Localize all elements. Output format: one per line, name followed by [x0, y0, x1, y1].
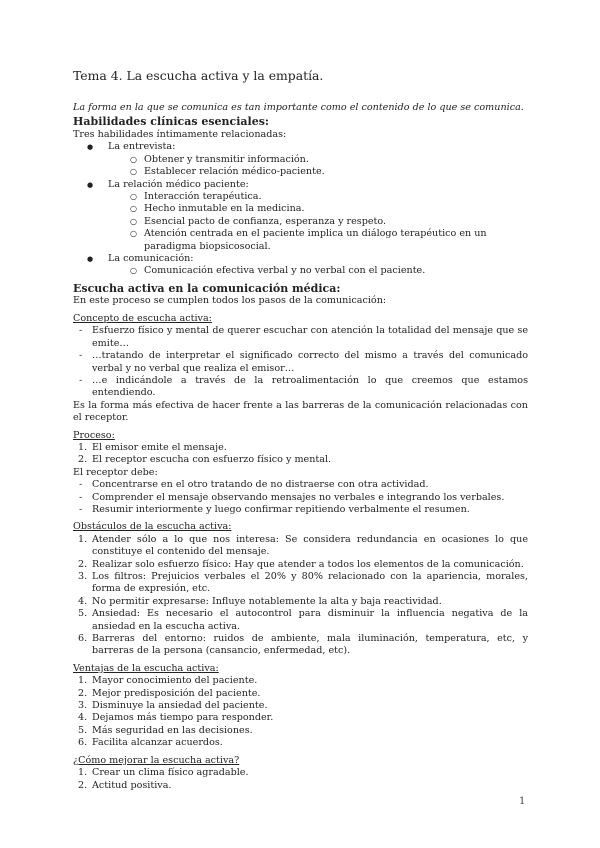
list-number: 3.: [78, 700, 88, 712]
list-item-text: Atender sólo a lo que nos interesa: Se considera redundancia en ocasiones lo que constituye el contenido del mensaje.: [92, 533, 528, 558]
sub-list-item: ○ Esencial pacto de confianza, esperanza y respeto.: [73, 216, 528, 228]
list-item-text: Crear un clima físico agradable.: [92, 767, 249, 779]
list-item-text: Facilita alcanzar acuerdos.: [92, 737, 223, 749]
list-number: 1.: [78, 767, 88, 779]
advantages-list: [73, 675, 528, 749]
list-item: [73, 325, 528, 350]
list-item: [73, 534, 528, 559]
sub-list: [73, 191, 528, 253]
list-item-text: Los filtros: Prejuicios verbales el 20% y 80% relacionado con la apariencia, morales, forma de expresión, etc.: [92, 571, 528, 595]
list-number: 2.: [78, 779, 88, 791]
process-title: Proceso:: [73, 429, 115, 441]
obstacles-list: [73, 534, 528, 658]
advantages-title: Ventajas de la escucha activa:: [73, 662, 219, 674]
concept-summary: Es la forma más efectiva de hacer frente a las barreras de la comunicación relacionadas con el receptor.: [73, 399, 528, 424]
list-item: [73, 479, 528, 491]
list-item-text: …e indicándole a través de la retroalimentación lo que creemos que estamos entendiendo.: [92, 374, 528, 399]
list-item-text: Dejamos más tiempo para responder.: [92, 712, 274, 724]
document-page: [73, 68, 528, 792]
list-item-label: La relación médico paciente:: [108, 178, 249, 190]
list-item-text: Realizar solo esfuerzo físico: Hay que atender a todos los elementos de la comunicación.: [92, 558, 524, 570]
list-item-text: Ansiedad: Es necesario el autocontrol para disminuir la influencia negativa de la ansiedad en la escucha activa.: [92, 608, 528, 632]
receptor-list: [73, 479, 528, 516]
list-number: 4.: [78, 712, 88, 724]
list-number: 3.: [78, 571, 88, 582]
sub-list: [73, 265, 528, 277]
list-item: [73, 596, 528, 608]
list-item: [73, 780, 528, 792]
sub-list-item: ○ Interacción terapéutica.: [73, 191, 528, 203]
concept-list: [73, 325, 528, 399]
list-item-text: Actitud positiva.: [92, 779, 172, 791]
list-number: 2.: [78, 454, 88, 466]
list-item-text: …tratando de interpretar el significado correcto del mismo a través del comunicado verbal y no verbal que realiza el emisor…: [92, 350, 528, 374]
list-number: 6.: [78, 737, 88, 749]
list-number: 1.: [78, 441, 88, 453]
list-item-text: Barreras del entorno: ruidos de ambiente, mala iluminación, temperatura, etc, y barreras de la persona (cansancio, enfermedad, etc).: [92, 633, 528, 657]
escucha-lead: En este proceso se cumplen todos los pasos de la comunicación:: [73, 295, 387, 307]
page-number: 1: [519, 796, 526, 807]
list-item-text: Disminuye la ansiedad del paciente.: [92, 700, 268, 712]
list-number: 4.: [78, 595, 88, 607]
list-item-text: No permitir expresarse: Influye notablemente la alta y baja reactividad.: [92, 595, 442, 607]
list-item: [73, 712, 528, 724]
list-number: 1.: [78, 533, 88, 545]
improve-title: ¿Cómo mejorar la escucha activa?: [73, 754, 240, 766]
intro-text: La forma en la que se comunica es tan importante como el contenido de lo que se comunica.: [73, 102, 524, 113]
list-number: 2.: [78, 687, 88, 699]
process-list: [73, 442, 528, 467]
habilidades-lead: Tres habilidades íntimamente relacionadas:: [73, 129, 287, 140]
list-number: 6.: [78, 633, 88, 645]
list-item-text: Esfuerzo físico y mental de querer escuchar con atención la totalidad del mensaje que se emite…: [92, 325, 528, 349]
list-item: [73, 350, 528, 375]
list-item-text: Mayor conocimiento del paciente.: [92, 675, 258, 687]
list-item: [73, 571, 528, 596]
receptor-lead: El receptor debe:: [73, 466, 158, 478]
sub-list-item: ○ Obtener y transmitir información.: [73, 154, 528, 166]
list-item: [73, 700, 528, 712]
list-item: [73, 454, 528, 466]
improve-list: [73, 767, 528, 792]
list-item: [73, 633, 528, 658]
obstacles-title: Obstáculos de la escucha activa:: [73, 521, 232, 533]
concept-title: Concepto de escucha activa:: [73, 312, 212, 324]
sub-list-item: ○ Hecho inmutable en la medicina.: [73, 203, 528, 215]
list-item: [73, 179, 528, 191]
list-item: [73, 504, 528, 516]
list-number: 5.: [78, 724, 88, 736]
list-item: [73, 442, 528, 454]
list-item-label: La entrevista:: [108, 141, 176, 153]
list-item-text: El emisor emite el mensaje.: [92, 441, 227, 453]
sub-list-item: ○ Establecer relación médico-paciente.: [73, 166, 528, 178]
list-item-text: El receptor escucha con esfuerzo físico y mental.: [92, 454, 332, 466]
sub-list: [73, 154, 528, 179]
list-item: [73, 688, 528, 700]
list-item: [73, 737, 528, 749]
document-title: Tema 4. La escucha activa y la empatía.: [73, 68, 324, 83]
list-item: [73, 675, 528, 687]
sub-list-item: ○ Atención centrada en el paciente implica un diálogo terapéutico en un paradigma biopsicosocial.: [73, 228, 528, 253]
list-item-label: La comunicación:: [108, 253, 194, 265]
list-item: [73, 725, 528, 737]
habilidades-list: [73, 141, 528, 277]
list-item: [73, 492, 528, 504]
list-item: [73, 375, 528, 400]
list-number: 2.: [78, 558, 88, 570]
list-item-text: Concentrarse en el otro tratando de no distraerse con otra actividad.: [92, 479, 429, 491]
list-item: [73, 767, 528, 779]
list-number: 1.: [78, 675, 88, 687]
list-item: [73, 253, 528, 265]
list-item: [73, 559, 528, 571]
list-item-text: Más seguridad en las decisiones.: [92, 724, 253, 736]
heading-escucha-activa: Escucha activa en la comunicación médica:: [73, 281, 341, 295]
list-number: 5.: [78, 608, 88, 620]
list-item: [73, 608, 528, 633]
list-item-text: Resumir interiormente y luego confirmar repitiendo verbalmente el resumen.: [92, 503, 470, 515]
list-item-text: Comprender el mensaje observando mensajes no verbales e integrando los verbales.: [92, 491, 505, 503]
list-item: [73, 141, 528, 153]
sub-list-item: ○ Comunicación efectiva verbal y no verbal con el paciente.: [73, 265, 528, 277]
list-item-text: Mejor predisposición del paciente.: [92, 687, 261, 699]
heading-habilidades: Habilidades clínicas esenciales:: [73, 115, 269, 129]
